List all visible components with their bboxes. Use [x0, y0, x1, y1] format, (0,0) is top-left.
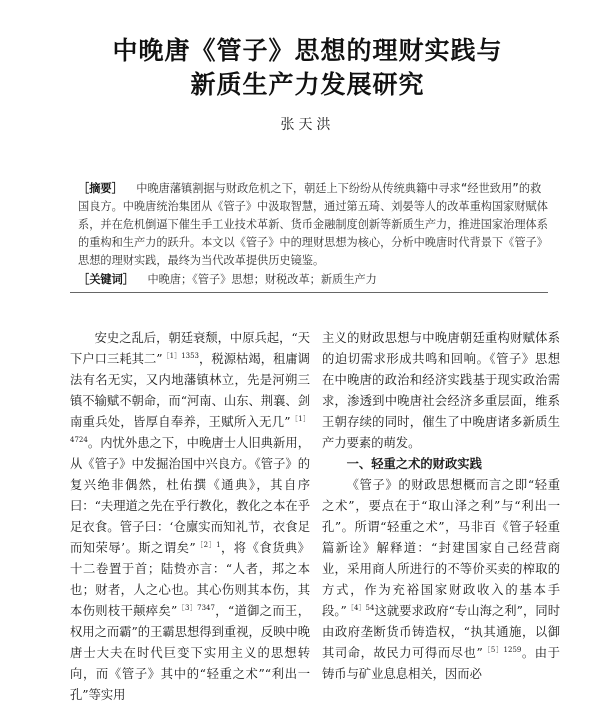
citation: ［1］4724	[70, 414, 310, 444]
citation: ［3］7347	[177, 603, 215, 612]
body-text: ，将《食货典》十二卷置于首；陆贽亦言：“人者，邦之本也；财者，人之心也。其心伤则其本伤，其本伤则枝干颠瘁矣”	[70, 541, 310, 618]
body-text: 。内忧外患之下，中晚唐士人旧典新用，从《管子》中发掘治国中兴良方。《管子》的复兴绝非偶然，杜佑撰《通典》，其自序曰：“夫理道之先在乎行教化，教化之本在乎足衣食。管子曰：‘仓廪实而知礼节，衣食足而知荣辱’。斯之谓矣”	[70, 436, 310, 555]
citation: ［5］1259	[482, 645, 522, 654]
keywords-line	[78, 272, 548, 288]
paper-title-line-2: 新质生产力发展研究	[190, 70, 425, 99]
author-name: 张天洪	[280, 117, 335, 133]
body-text: 这就要求政府“专山海之利”，同时由政府垄断货币铸造权，“执其通施，以御其司命，故民力可得而尽也”	[322, 604, 560, 660]
keywords-text: 中晚唐；《管子》思想；财税改革；新质生产力	[147, 273, 377, 286]
body-paragraph	[322, 475, 560, 685]
body-text: ，“道御之而王，权用之而霸”的王霸思想得到重视，反映中晚唐士大夫在时代巨变下实用主义的思想转向，而《管子》其中的“轻重之术”“利出一孔”等实用	[70, 604, 310, 702]
abstract-tag: ［摘要］	[78, 182, 123, 195]
abstract-paragraph	[78, 180, 548, 270]
body-text: 《管子》的财政思想概而言之即“轻重之术”，要点在于“取山泽之利”与“利出一孔”。所谓“轻重之术”，马非百《管子轻重篇新诠》解释道：“封建国家自己经营商业，采用商人所进行的不等价买卖的榨取的方式，作为充裕国家财政收入的基本手段。”	[322, 478, 560, 618]
abstract-divider	[70, 292, 548, 293]
body-paragraph: 主义的财政思想与中晚唐朝廷重构财赋体系的迫切需求形成共鸣和回响。《管子》思想在中晚唐的政治和经济实践基于现实政治需求，渗透到中晚唐社会经济多重层面，维系王朝存续的同时，催生了中晚唐诸多新质生产力要素的萌发。	[322, 331, 560, 450]
keywords-tag: ［关键词］	[78, 273, 134, 286]
abstract-text: 中晚唐藩镇割据与财政危机之下，朝廷上下纷纷从传统典籍中寻求“经世致用”的救国良方。中晚唐统治集团从《管子》中汲取智慧，通过第五琦、刘晏等人的改革重构国家财赋体系，并在危机倒逼下催生手工业技术革新、货币金融制度创新等新质生产力，推进国家治理体系的重构和生产力的跃升。本文以《管子》中的理财思想为核心，分析中晚唐时代背景下《管子》思想的理财实践，最终为当代改革提供历史镜鉴。	[78, 182, 548, 267]
paper-title	[0, 34, 615, 102]
abstract-block	[78, 180, 548, 270]
body-column-left	[70, 328, 310, 706]
body-paragraph	[70, 328, 310, 706]
citation: ［4］54	[346, 603, 375, 612]
body-text: 。由于铸币与矿业息息相关，因而必	[322, 646, 560, 681]
citation: ［1］1353	[162, 351, 200, 360]
paper-title-line-1: 中晚唐《管子》思想的理财实践与	[112, 36, 503, 65]
section-heading: 一、轻重之术的财政实践	[346, 457, 482, 471]
citation: ［2］1	[195, 540, 221, 549]
body-column-right	[322, 328, 560, 685]
body-text: ，税源枯竭，租庸调法有名无实，又内地藩镇林立，先是河朔三镇不输赋不朝命，而“河南、山东、荆襄、剑南重兵处，皆厚自奉养，王赋所入无几”	[70, 352, 310, 429]
body-text: 安史之乱后，朝廷衰颓，中原兵起，“天下户口三耗其二”	[70, 331, 310, 366]
